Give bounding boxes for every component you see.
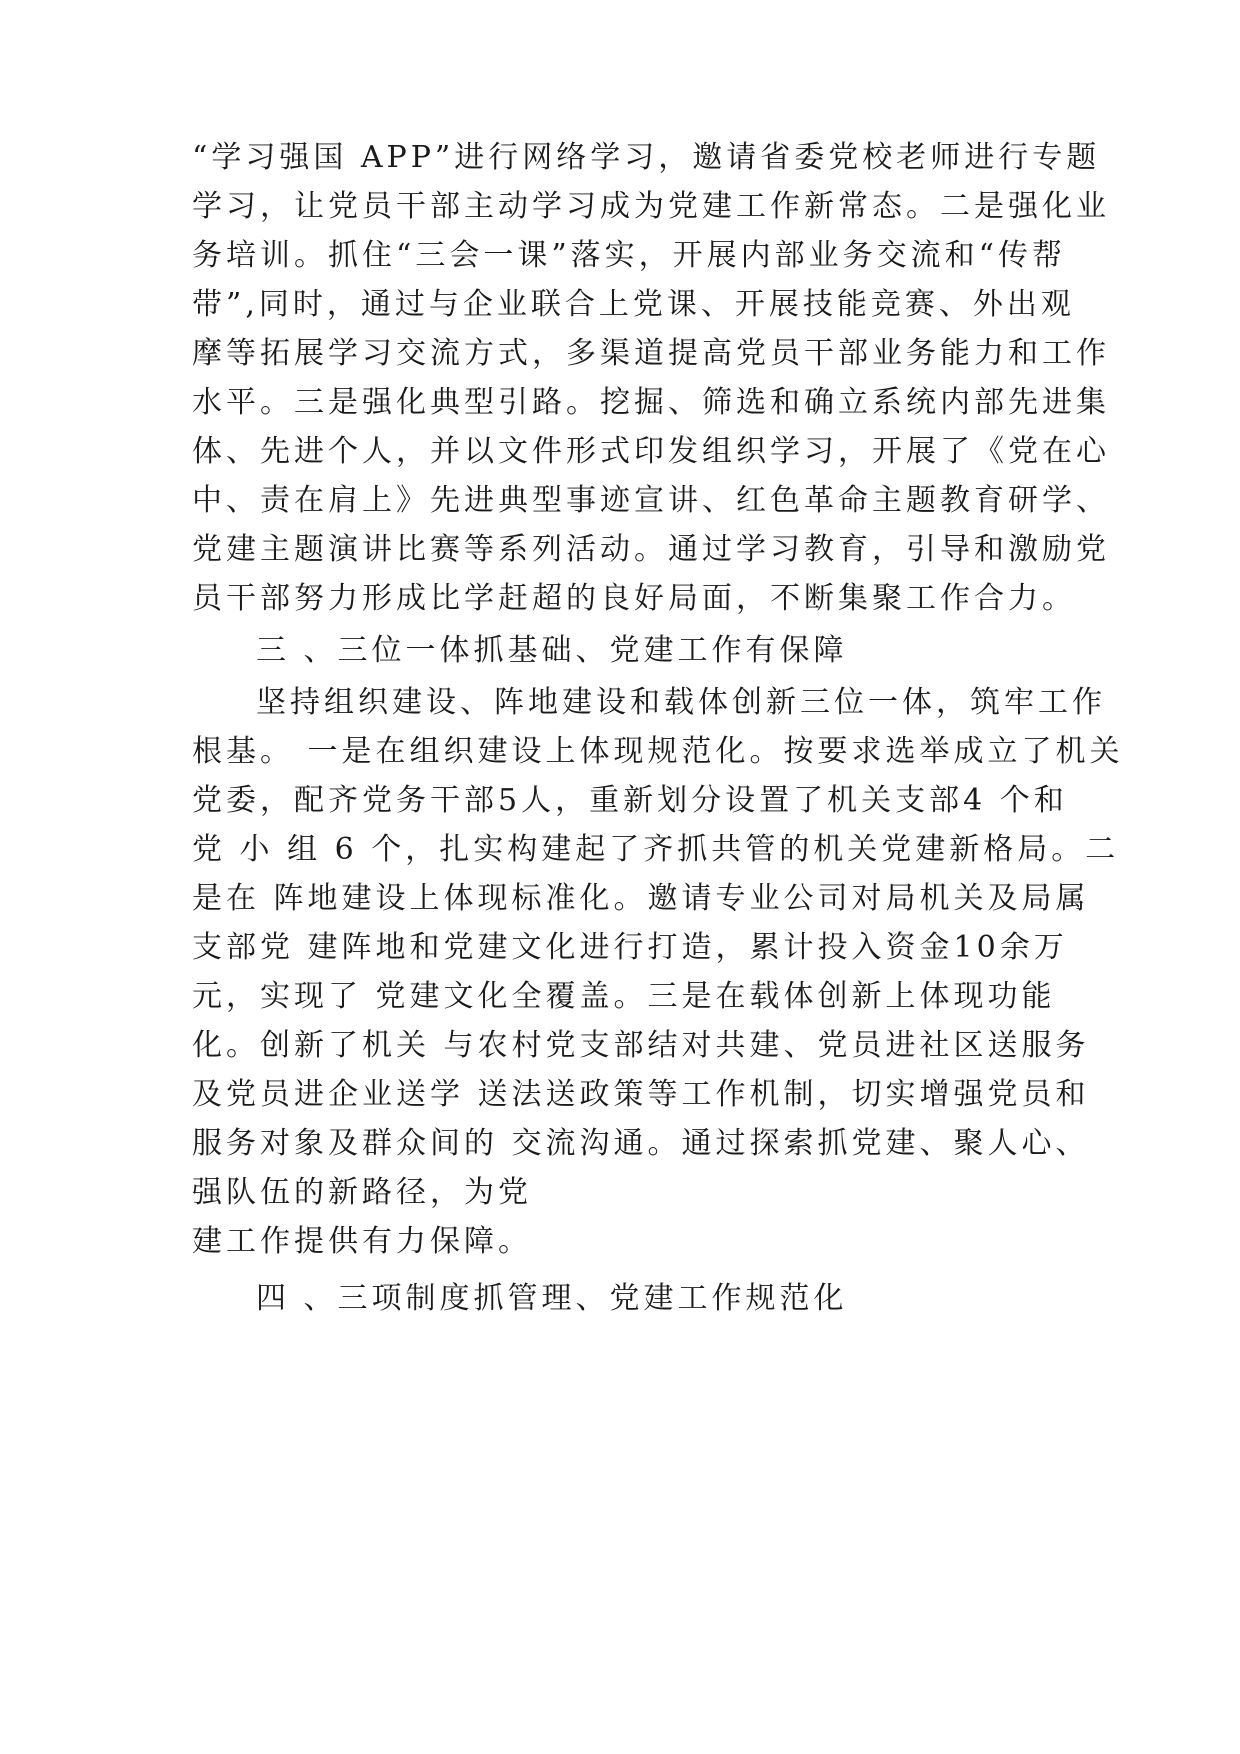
text-line: 坚持组织建设、阵地建设和载体创新三位一体，筑牢工作 bbox=[256, 685, 1106, 720]
text-line: 服务对象及群众间的 交流沟通。通过探索抓党建、聚人心、 bbox=[192, 1126, 1090, 1161]
text-line: 强队伍的新路径，为党 bbox=[192, 1175, 532, 1210]
text-line: 化。创新了机关 与农村党支部结对共建、党员进社区送服务 bbox=[192, 1028, 1090, 1063]
text-line: 党 小 组 6 个，扎实构建起了齐抓共管的机关党建新格局。二 bbox=[192, 832, 1120, 867]
text-line: 建工作提供有力保障。 bbox=[192, 1224, 532, 1259]
text-line: 带”,同时，通过与企业联合上党课、开展技能竞赛、外出观 bbox=[192, 287, 1075, 322]
text-line: 学习，让党员干部主动学习成为党建工作新常态。二是强化业 bbox=[192, 189, 1110, 224]
section-heading: 三 、三位一体抓基础、党建工作有保障 bbox=[256, 633, 848, 668]
text-line: 及党员进企业送学 送法送政策等工作机制，切实增强党员和 bbox=[192, 1077, 1090, 1112]
text-line: 党建主题演讲比赛等系列活动。通过学习教育，引导和激励党 bbox=[192, 532, 1110, 567]
text-line: “学习强国 APP”进行网络学习，邀请省委党校老师进行专题 bbox=[192, 140, 1101, 175]
text-line: 根基。 一是在组织建设上体现规范化。按要求选举成立了机关 bbox=[192, 734, 1124, 769]
text-line: 摩等拓展学习交流方式，多渠道提高党员干部业务能力和工作 bbox=[192, 336, 1110, 371]
section-heading: 四 、三项制度抓管理、党建工作规范化 bbox=[256, 1281, 848, 1316]
text-line: 党委，配齐党务干部5人，重新划分设置了机关支部4 个和 bbox=[192, 783, 1068, 818]
text-line: 元，实现了 党建文化全覆盖。三是在载体创新上体现功能 bbox=[192, 979, 1056, 1014]
text-line: 务培训。抓住“三会一课”落实，开展内部业务交流和“传帮 bbox=[192, 238, 1067, 273]
text-line: 员干部努力形成比学赶超的良好局面，不断集聚工作合力。 bbox=[192, 581, 1076, 616]
text-line: 水平。三是强化典型引路。挖掘、筛选和确立系统内部先进集 bbox=[192, 385, 1110, 420]
text-line: 是在 阵地建设上体现标准化。邀请专业公司对局机关及局属 bbox=[192, 881, 1090, 916]
text-line: 体、先进个人，并以文件形式印发组织学习，开展了《党在心 bbox=[192, 434, 1110, 469]
text-line: 支部党 建阵地和党建文化进行打造，累计投入资金10余万 bbox=[192, 930, 1068, 965]
text-line: 中、责在肩上》先进典型事迹宣讲、红色革命主题教育研学、 bbox=[192, 483, 1110, 518]
